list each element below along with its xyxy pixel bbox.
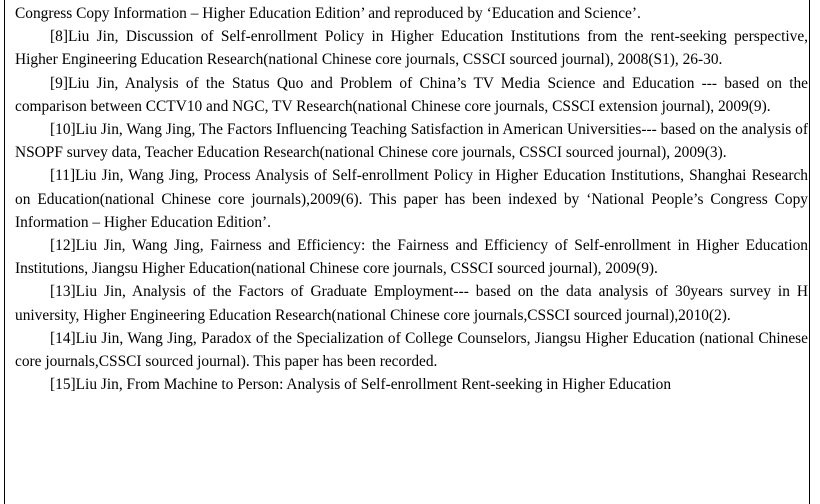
reference-item-15: [15]Liu Jin, From Machine to Person: Analysis of Self-enrollment Rent-seeking in Higher Education [50, 376, 672, 394]
reference-item-12: [12]Liu Jin, Wang Jing, Fairness and Efficiency: the Fairness and Efficiency of Self-enrollment in Higher Education Institutions, Jiangsu Higher Education(national Chinese core journals, CSSCI sourced journal), 2009(9). [15, 237, 808, 278]
document-page [4, 0, 810, 504]
reference-item-11: [11]Liu Jin, Wang Jing, Process Analysis of Self-enrollment Policy in Higher Education Institutions, Shanghai Research on Education(national Chinese core journals),2009(6). This paper has been indexed by ‘National People’s Congress Copy Information – Higher Education Edition’. [15, 167, 808, 231]
reference-item-10: [10]Liu Jin, Wang Jing, The Factors Influencing Teaching Satisfaction in American Universities--- based on the analysis of NSOPF survey data, Teacher Education Research(national Chinese core journals, CSSCI sourced journal), 2009(3). [15, 121, 808, 162]
reference-item-9: [9]Liu Jin, Analysis of the Status Quo and Problem of China’s TV Media Science and Education --- based on the comparison between CCTV10 and NGC, TV Research(national Chinese core journals, CSSCI extension journal), 2009(9). [15, 74, 808, 115]
reference-item-13: [13]Liu Jin, Analysis of the Factors of Graduate Employment--- based on the data analysis of 30years survey in H university, Higher Engineering Education Research(national Chinese core journals,CSSCI sourced journal),2010(2). [15, 283, 808, 324]
reference-item-8: [8]Liu Jin, Discussion of Self-enrollment Policy in Higher Education Institutions from the rent-seeking perspective, Higher Engineering Education Research(national Chinese core journals, CSSCI sourced journal), 2008(S1), 26-30. [15, 28, 808, 69]
reference-list [15, 2, 808, 396]
reference-item-14: [14]Liu Jin, Wang Jing, Paradox of the Specialization of College Counselors, Jiangsu Higher Education (national Chinese core journals,CSSCI sourced journal). This paper has been recorded. [15, 329, 808, 371]
reference-continuation: Congress Copy Information – Higher Education Edition’ and reproduced by ‘Education and Science’. [15, 5, 641, 22]
